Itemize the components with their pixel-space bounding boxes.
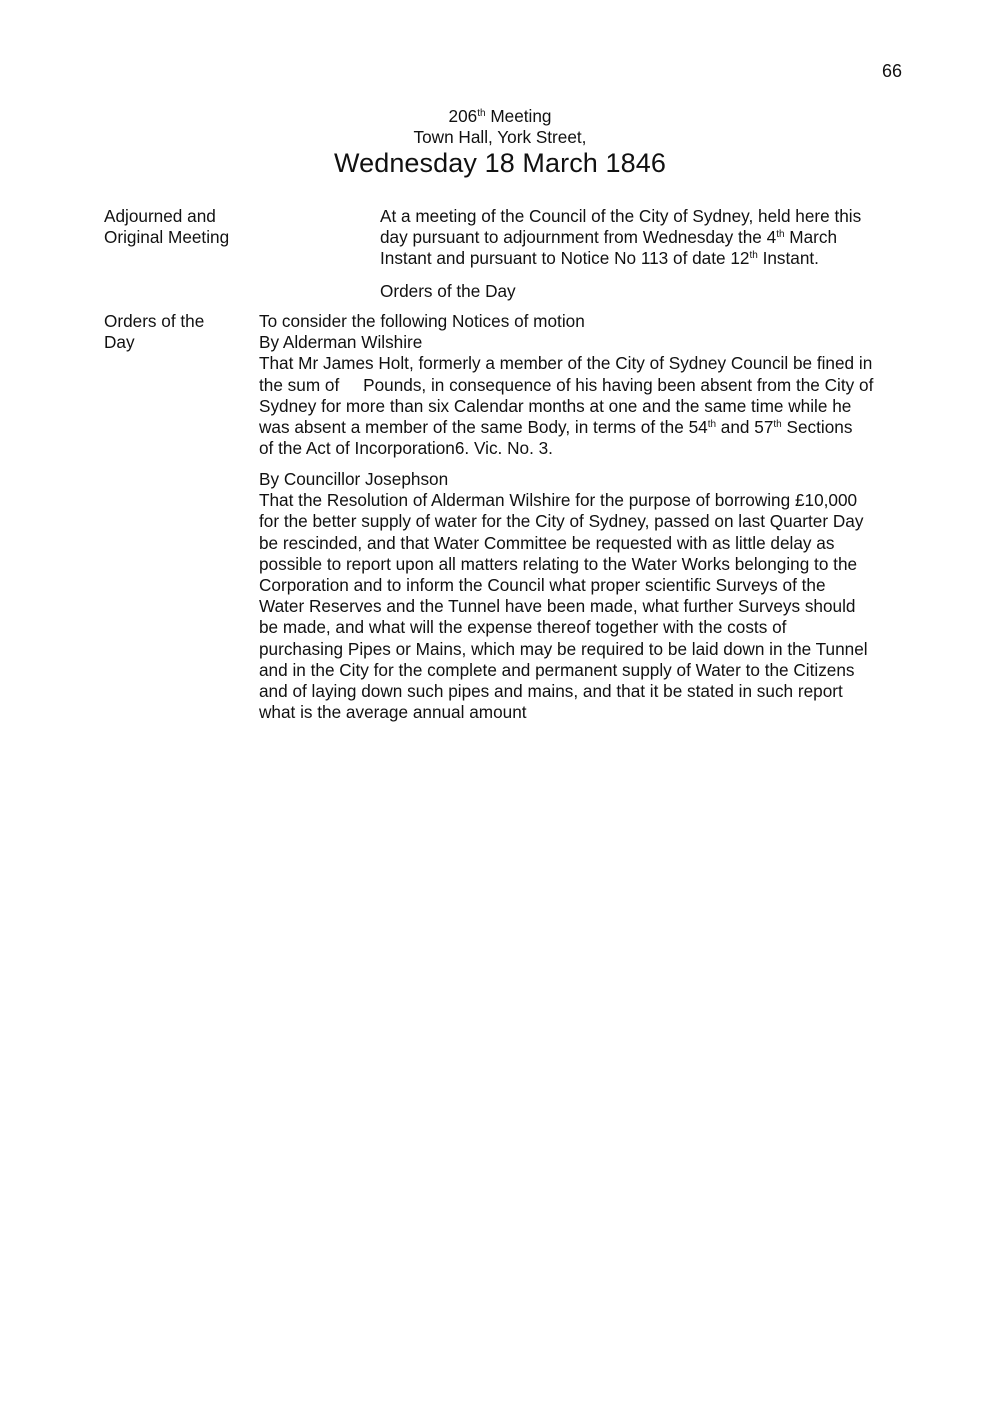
margin-note-line: Adjourned and	[104, 206, 216, 226]
meeting-number: 206	[448, 106, 478, 126]
text-span: day pursuant to adjournment from Wednesday the 4	[380, 227, 777, 248]
paragraph-line: Sydney for more than six Calendar months at one and the same time while he	[259, 395, 852, 416]
text-span: March	[784, 227, 838, 248]
paragraph-line: the sum of Pounds, in consequence of his having been absent from the City of	[259, 374, 874, 395]
paragraph-line	[380, 227, 925, 248]
paragraph-line: of the Act of Incorporation6. Vic. No. 3.	[259, 438, 553, 459]
motion-josephson	[259, 469, 924, 723]
paragraph-line: purchasing Pipes or Mains, which may be required to be laid down in the Tunnel	[259, 638, 868, 659]
margin-note-adjourned	[104, 206, 254, 248]
adjourned-paragraph	[380, 206, 925, 270]
margin-note-line: Original Meeting	[104, 227, 230, 248]
orders-subheading: Orders of the Day	[380, 281, 516, 301]
ordinal-suffix: th	[773, 419, 782, 431]
paragraph-line: be rescinded, and that Water Committee be requested with as little delay as	[259, 532, 835, 553]
text-span: and 57	[716, 417, 774, 438]
margin-note-line: Orders of the	[104, 311, 205, 331]
paragraph-line: Corporation and to inform the Council what proper scientific Surveys of the	[259, 575, 826, 596]
paragraph-line: be made, and what will the expense thereof together with the costs of	[259, 617, 787, 638]
text-span: Sections	[781, 417, 853, 438]
motion-wilshire	[259, 311, 924, 459]
paragraph-line: possible to report upon all matters relating to the Water Works belonging to the	[259, 553, 858, 574]
paragraph-line: and of laying down such pipes and mains, and that it be stated in such report	[259, 681, 843, 702]
ordinal-suffix: th	[707, 419, 717, 431]
motion-proposer: By Councillor Josephson	[259, 469, 449, 489]
paragraph-line: and in the City for the complete and permanent supply of Water to the Citizens	[259, 659, 855, 680]
paragraph-line: That Mr James Holt, formerly a member of the City of Sydney Council be fined in	[259, 353, 873, 374]
meeting-word: Meeting	[485, 106, 552, 126]
paragraph-line: At a meeting of the Council of the City of Sydney, held here this	[380, 206, 862, 226]
text-span: was absent a member of the same Body, in terms of the 54	[259, 417, 708, 438]
margin-note-line: Day	[104, 332, 135, 353]
paragraph-line: for the better supply of water for the City of Sydney, passed on last Quarter Day	[259, 511, 864, 532]
paragraph-line	[259, 417, 924, 438]
paragraph-line: what is the average annual amount	[259, 702, 527, 723]
ordinal-suffix: th	[776, 229, 785, 241]
page-number: 66	[882, 61, 903, 81]
orders-intro: To consider the following Notices of motion	[259, 311, 585, 331]
meeting-ordinal-suffix: th	[477, 108, 486, 119]
meeting-date: Wednesday 18 March 1846	[333, 148, 666, 178]
meeting-number-heading	[0, 106, 1000, 127]
meeting-venue: Town Hall, York Street,	[413, 127, 587, 147]
paragraph-line: Water Reserves and the Tunnel have been made, what further Surveys should	[259, 596, 856, 617]
text-span: Instant.	[757, 248, 819, 269]
ordinal-suffix: th	[749, 250, 758, 262]
paragraph-line	[380, 248, 925, 269]
text-span: Instant and pursuant to Notice No 113 of date 12	[380, 248, 750, 269]
motion-proposer: By Alderman Wilshire	[259, 332, 423, 353]
margin-note-orders	[104, 311, 254, 353]
paragraph-line: That the Resolution of Alderman Wilshire for the purpose of borrowing £10,000	[259, 490, 858, 511]
